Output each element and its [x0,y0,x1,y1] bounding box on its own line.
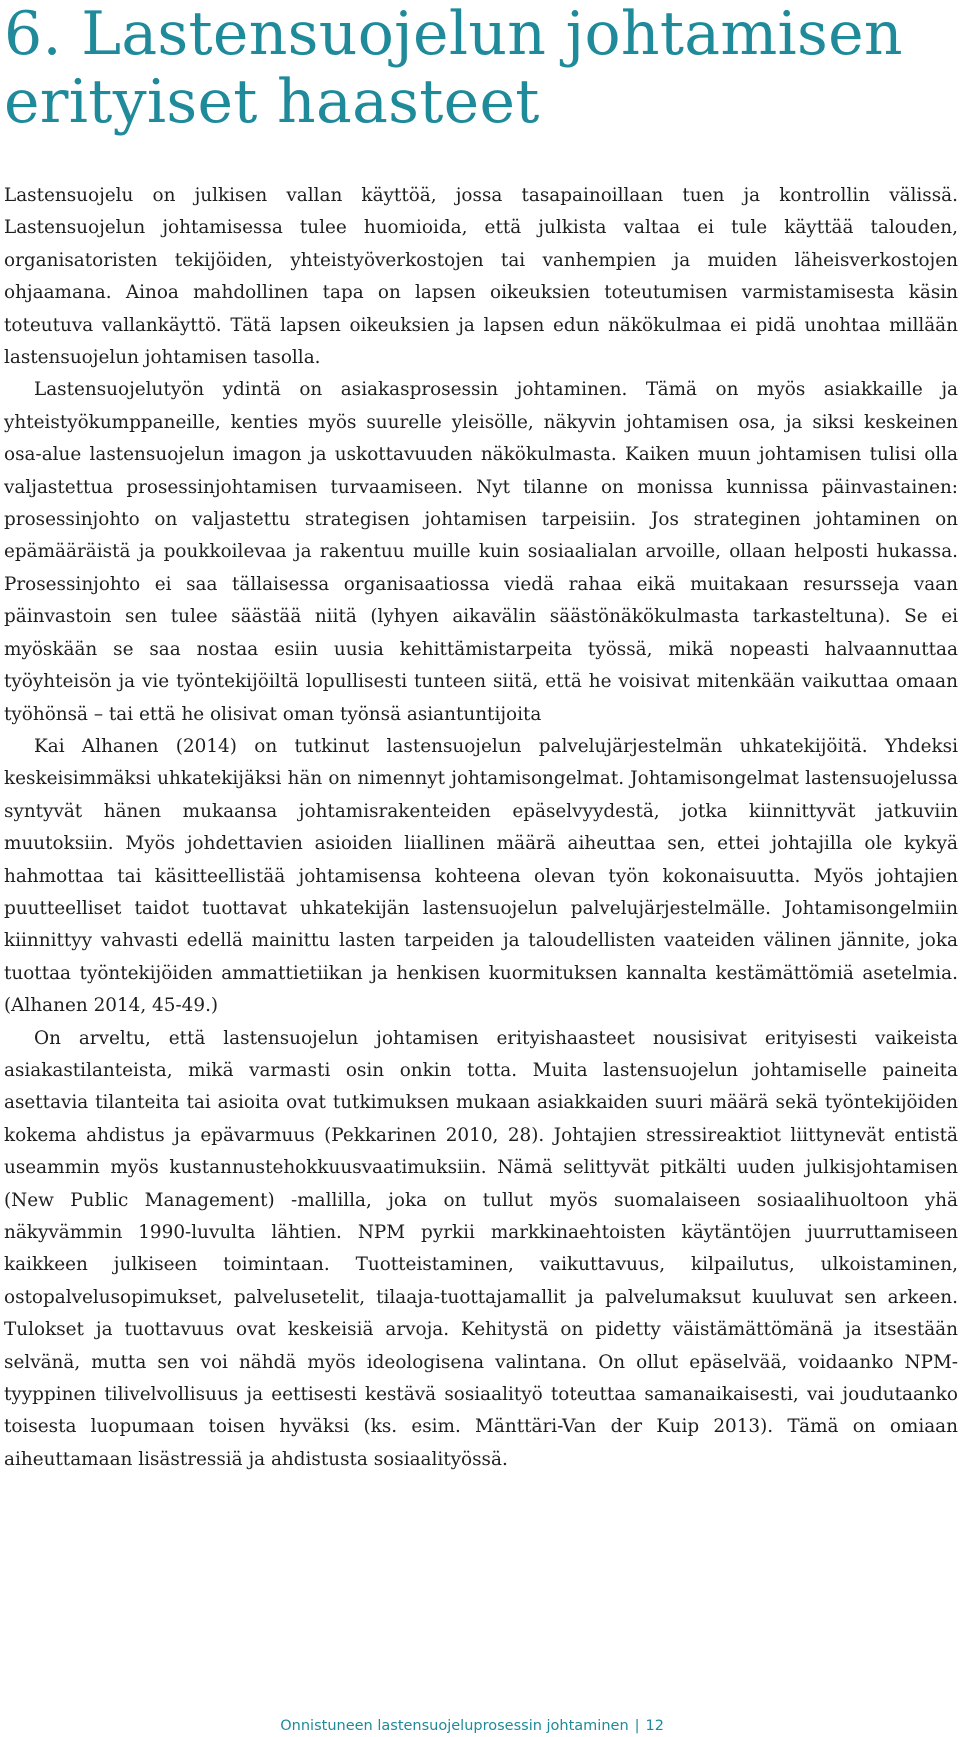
paragraph-3: Kai Alhanen (2014) on tutkinut lastensuojelun palvelujärjestelmän uhkatekijöitä. Yhdeksi keskeisimmäksi uhkatekijäksi hän on nimennyt johtamisongelmat. Johtamisongelmat lastensuojelussa syntyvät hänen mukaansa johtamisrakenteiden epäselvyydestä, jotka kiinnittyvät jatkuviin muutoksiin. Myös johdettavien asioiden liiallinen määrä aiheuttaa sen, ettei johtajilla ole kykyä hahmottaa tai käsitteellistää johtamisensa kohteena olevan työn kokonaisuutta. Myös johtajien puutteelliset taidot tuottavat uhkatekijän lastensuojelun palvelujärjestelmälle. Johtamisongelmiin kiinnittyy vahvasti edellä mainittu lasten tarpeiden ja taloudellisten vaateiden välinen jännite, joka tuottaa työntekijöiden ammattietiikan ja henkisen kuormituksen kannalta kestämättömiä asetelmia. (Alhanen 2014, 45-49.) [4,735,958,1017]
footer-separator: | [634,1718,640,1734]
footer-publication-title: Onnistuneen lastensuojeluprosessin johtaminen [280,1718,629,1734]
page-footer [280,1717,664,1735]
paragraph-2: Lastensuojelutyön ydintä on asiakasprosessin johtaminen. Tämä on myös asiakkaille ja yhteistyökumppaneille, kenties myös suurelle yleisölle, näkyvin johtamisen osa, ja siksi keskeinen osa-alue lastensuojelun imagon ja uskottavuuden näkökulmasta. Kaiken muun johtamisen tulisi olla valjastettua prosessinjohtamisen turvaamiseen. Nyt tilanne on monissa kunnissa päinvastainen: prosessinjohto on valjastettu strategisen johtamisen tarpeisiin. Jos strateginen johtaminen on epämääräistä ja poukkoilevaa ja rakentuu muille kuin sosiaalialan arvoille, ollaan helposti hukassa. Prosessinjohto ei saa tällaisessa organisaatiossa viedä rahaa eikä muitakaan resursseja vaan päinvastoin sen tulee säästää niitä (lyhyen aikavälin säästönäkökulmasta tarkasteltuna). Se ei myöskään se saa nostaa esiin uusia kehittämistarpeita työssä, mikä nopeasti halvaannuttaa työyhteisön ja vie työntekijöiltä lopullisesti tunteen siitä, että he voisivat mitenkään vaikuttaa omaan työhönsä – tai että he olisivat oman työnsä asiantuntijoita [4,379,958,725]
paragraph-4: On arveltu, että lastensuojelun johtamisen erityishaasteet nousisivat erityisesti vaikeista asiakastilanteista, mikä varmasti osin onkin totta. Muita lastensuojelun johtamiselle paineita asettavia tilanteita tai asioita ovat tutkimuksen mukaan asiakkaiden suuri määrä sekä työntekijöiden kokema ahdistus ja epävarmuus (Pekkarinen 2010, 28). Johtajien stressireaktiot liittynevät entistä useammin myös kustannustehokkuusvaatimuksiin. Nämä selittyvät pitkälti uuden julkisjohtamisen (New Public Management) -mallilla, joka on tullut myös suomalaiseen sosiaalihuoltoon yhä näkyvämmin 1990-luvulta lähtien. NPM pyrkii markkinaehtoisten käytäntöjen juurruttamiseen kaikkeen julkiseen toimintaan. Tuotteistaminen, vaikuttavuus, kilpailutus, ulkoistaminen, ostopalvelusopimukset, palvelusetelit, tilaaja-tuottajamallit ja palvelumaksut kuuluvat sen arkeen. Tulokset ja tuottavuus ovat keskeisiä arvoja. Kehitystä on pidetty väistämättömänä ja itsestään selvänä, mutta sen voi nähdä myös ideologisena valintana. On ollut epäselvää, voidaanko NPM-tyyppinen tilivelvollisuus ja eettisesti kestävä sosiaalityö toteuttaa samanaikaisesti, vai joudutaanko toisesta luopumaan toisen hyväksi (ks. esim. Mänttäri-Van der Kuip 2013). Tämä on omiaan aiheuttamaan lisästressiä ja ahdistusta sosiaalityössä. [4,1027,958,1470]
chapter-title: 6. Lastensuojelun johtamisen erityiset haasteet [4,0,903,137]
paragraph-1: Lastensuojelu on julkisen vallan käyttöä, jossa tasapainoillaan tuen ja kontrollin välissä. Lastensuojelun johtamisessa tulee huomioida, että julkista valtaa ei tule käyttää talouden, organisatoristen tekijöiden, yhteistyöverkostojen tai vanhempien ja muiden läheisverkostojen ohjaamana. Ainoa mahdollinen tapa on lapsen oikeuksien toteutumisen varmistamisesta käsin toteutuva vallankäyttö. Tätä lapsen oikeuksien ja lapsen edun näkökulmaa ei pidä unohtaa millään lastensuojelun johtamisen tasolla. [4,185,958,369]
body-text [4,180,958,1476]
page-number: 12 [645,1718,664,1734]
